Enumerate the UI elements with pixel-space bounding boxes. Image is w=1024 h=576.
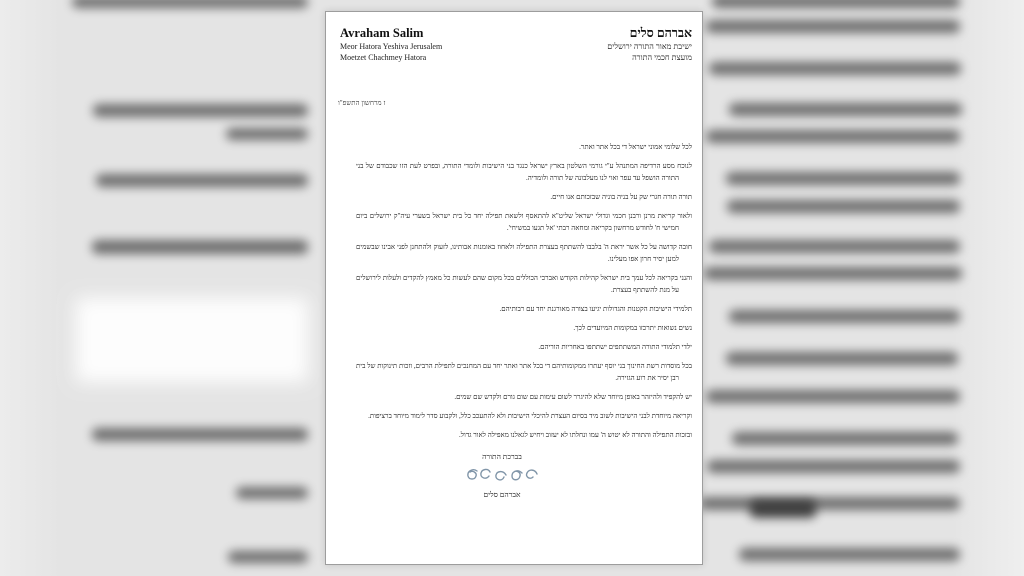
blurred-highlight <box>76 298 308 382</box>
letter-body <box>356 141 692 441</box>
letter-page <box>325 11 703 565</box>
letter-paragraph: והנני בקריאה לכל עמך בית ישראל קהילות הקודש ואברכי הכוללים בכל מקום שהם לעשות כל מאמץ להקדים ולעלות לירושלים על מנת להשתתף בעצרת. <box>356 274 692 294</box>
blurred-text-line <box>704 267 962 280</box>
blurred-text-line <box>706 390 960 403</box>
signature-name: אברהם סלים <box>483 490 521 499</box>
closing-blessing: בברכת התורה <box>482 452 522 461</box>
blurred-text-line <box>236 487 308 499</box>
letterhead-org-english-line1: Meor Hatora Yeshiva Jerusalem <box>340 42 443 51</box>
letter-paragraph: חובה קדושה על כל אשר יראת ה' בלבבו להשתתף בעצרת התפילה ולאחוז באומנות אבותינו, לזעוק ולהתחנן לפני אבינו שבשמים למען יסיר חרון אפו מעלינו. <box>356 243 692 263</box>
letter-paragraph: נשים נשואות יתרכזו במקומות המיועדים לכך. <box>573 324 692 332</box>
blurred-text-line <box>700 497 960 510</box>
signature-stroke <box>464 469 537 481</box>
letter-date: ז מרחשון התשפ"ו <box>338 99 386 107</box>
blurred-text-line <box>226 128 308 140</box>
handwritten-signature <box>464 465 540 487</box>
blurred-text-line <box>726 172 960 185</box>
blurred-text-line <box>709 62 961 75</box>
blurred-text-line <box>739 548 960 561</box>
blurred-text-line <box>706 20 960 33</box>
blurred-text-line <box>228 551 308 563</box>
blurred-text-line <box>96 174 308 187</box>
blurred-text-line <box>729 103 962 116</box>
blurred-text-line <box>732 432 958 445</box>
letter-paragraph: תלמידי הישיבות הקטנות והגדולות יגיעו בצורה מאורגנת יחד עם רבותיהם. <box>499 305 692 313</box>
blurred-text-line <box>727 200 960 213</box>
letter-paragraph: ילדי תלמודי התורה המשתתפים ישתתפו באחריות הוריהם. <box>538 343 692 351</box>
letterhead-org-hebrew-line2: מועצת חכמי התורה <box>632 53 692 62</box>
blurred-text-line <box>92 428 308 441</box>
letter-paragraph: יש להקפיד ולהיזהר באופן מיוחד שלא להיגרר לשום עימות עם שום גורם ולקדש שם שמים. <box>454 393 692 401</box>
letterhead-org-hebrew-line1: ישיבת מאור התורה ירושלים <box>607 42 692 51</box>
letter-paragraph: וקריאה מיוחדת לבני הישיבות לשוב מיד בסיום העצרת להיכלי הישיבות ולא להתעכב כלל, ולקבוע סדר לימוד מיוחד ברציפות. <box>368 412 692 420</box>
blurred-text-line <box>709 240 960 253</box>
letterhead-name-english: Avraham Salim <box>340 26 424 40</box>
blurred-text-line <box>707 460 960 473</box>
blurred-text-line <box>729 310 960 323</box>
letterhead-english <box>340 26 442 63</box>
blurred-text-line <box>72 0 308 8</box>
letter-paragraph: בכל מוסדות רשת החינוך בני יוסף יעתרו ממקומותיהם די בכל אתר ואתר יחד עם המחנכים לתפילת הרבים, וזכות תינוקות של בית רבן יסיר את רוע הגזירה. <box>356 362 692 382</box>
letter-paragraph: תורה תורה חגרי שק על בניה בוניה שבזכותם אנו חיים. <box>550 193 692 201</box>
signature-block <box>402 451 602 500</box>
letter-paragraph: ולאור קריאת מרנן ורבנן חכמי וגדולי ישראל שליט"א להתאסף ולשאת תפילה יחד כל בית ישראל בשערי עיה"ק ירושלים ביום חמישי ח' לחודש מרחשון בקריאה ומחאה רבתי 'אל תגעו במשיחי'. <box>356 212 692 232</box>
blurred-text-line <box>92 240 308 254</box>
blurred-text-line <box>706 130 960 143</box>
blurred-signature-blob <box>750 500 816 518</box>
blurred-text-line <box>93 104 308 117</box>
letterhead-org-english-line2: Moetzet Chachmey Hatora <box>340 53 427 62</box>
blurred-text-line <box>726 352 958 365</box>
letter-paragraph: לנוכח מסע הרדיפה המתנהל ע"י גורמי השלטון בארץ ישראל כנגד בני הישיבות ולומדי התורה, ובפרט לעת הזו שכבודם של בני התורה הושפל עד עפר ואוי לנו מעלבונה של תורה ולומדיה. <box>356 162 692 182</box>
letter-paragraph: ובזכות התפילה והתורה לא יטוש ה' עמו ונחלתו לא יעזוב ויחיש לגאלנו מאפילה לאור גדול. <box>459 431 692 439</box>
letterhead <box>326 12 702 63</box>
salutation: לכל שלומי אמוני ישראל די בכל אתר ואתר. <box>579 143 692 151</box>
letterhead-hebrew <box>607 26 692 63</box>
blurred-text-line <box>712 0 960 8</box>
letterhead-name-hebrew: אברהם סלים <box>629 26 692 40</box>
